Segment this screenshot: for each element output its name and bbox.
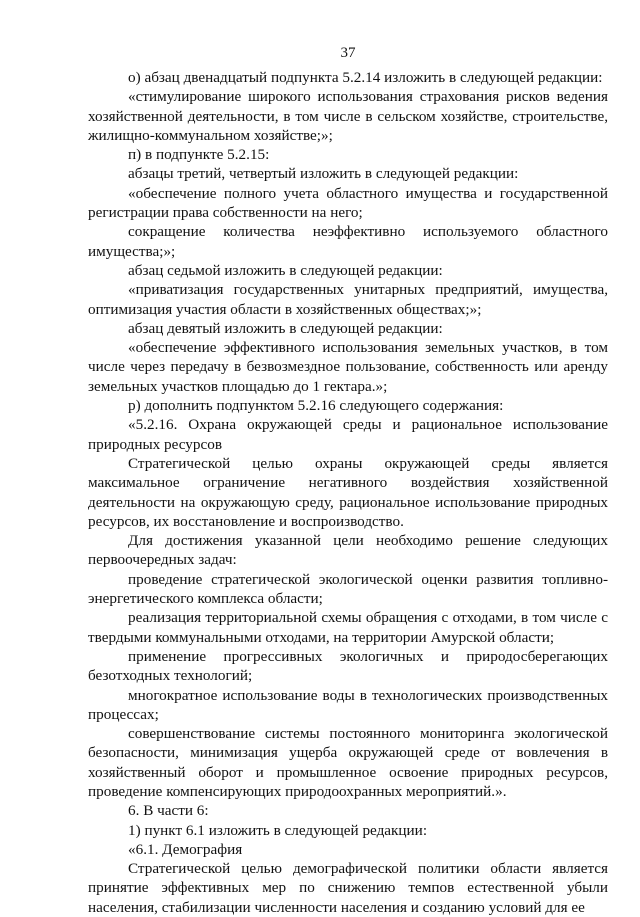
paragraph: Стратегической целью охраны окружающей среды является максимальное ограничение негативного воздействия хозяйственной деятельности на окружающую среду, рациональное использование природных ресурсов, их восстановление и воспроизводство. [88,454,608,530]
paragraph: «обеспечение эффективного использования земельных участков, в том числе через передачу в безвозмездное пользование, собственность или аренду земельных участков площадью до 1 гектара.»; [88,339,608,395]
paragraph: р) дополнить подпунктом 5.2.16 следующего содержания: [128,397,504,415]
section-heading-5-2-16: «5.2.16. Охрана окружающей среды и рациональное использование природных ресурсов [88,416,608,453]
paragraph: «обеспечение полного учета областного имущества и государственной регистрации права собственности на него; [88,184,608,222]
list-item: многократное использование воды в технологических производственных процессах; [88,686,608,723]
paragraph: «приватизация государственных унитарных предприятий, имущества, оптимизация участия области в хозяйственных обществах;»; [88,281,608,318]
paragraph: о) абзац двенадцатый подпункта 5.2.14 изложить в следующей редакции: [128,69,603,86]
paragraph: 6. В части 6: [128,802,209,820]
list-item: совершенствование системы постоянного мониторинга экологической безопасности, минимизация ущерба окружающей среде от вовлечения в хозяйственный оборот и промышленное освоение природных ресурсов, проведение компенсирующих природоохранных мероприятий.». [88,725,608,800]
section-heading-6-1: «6.1. Демография [128,840,243,858]
page-number: 37 [340,45,356,61]
list-item: проведение стратегической экологической оценки развития топливно-энергетического комплекса области; [88,570,608,608]
paragraph: сокращение количества неэффективно используемого областного имущества;»; [88,223,608,260]
paragraph: п) в подпункте 5.2.15: [128,146,270,164]
list-item: реализация территориальной схемы обращения с отходами, в том числе с твердыми коммунальными отходами, на территории Амурской области; [88,609,608,646]
list-item: применение прогрессивных экологичных и природосберегающих безотходных технологий; [88,647,608,685]
paragraph: абзац седьмой изложить в следующей редакции: [128,261,443,279]
paragraph: Стратегической целью демографической политики области является принятие эффективных мер по снижению темпов естественной убыли населения, стабилизации численности населения и созданию условий для ее [88,860,608,916]
paragraph: «стимулирование широкого использования страхования рисков ведения хозяйственной деятельности, в том числе в сельском хозяйстве, строительстве, жилищно-коммунальном хозяйстве;»; [88,88,608,144]
paragraph: абзац девятый изложить в следующей редакции: [128,319,443,337]
paragraph: абзацы третий, четвертый изложить в следующей редакции: [128,165,519,183]
paragraph: Для достижения указанной цели необходимо решение следующих первоочередных задач: [88,532,608,569]
paragraph: 1) пункт 6.1 изложить в следующей редакции: [128,821,428,839]
